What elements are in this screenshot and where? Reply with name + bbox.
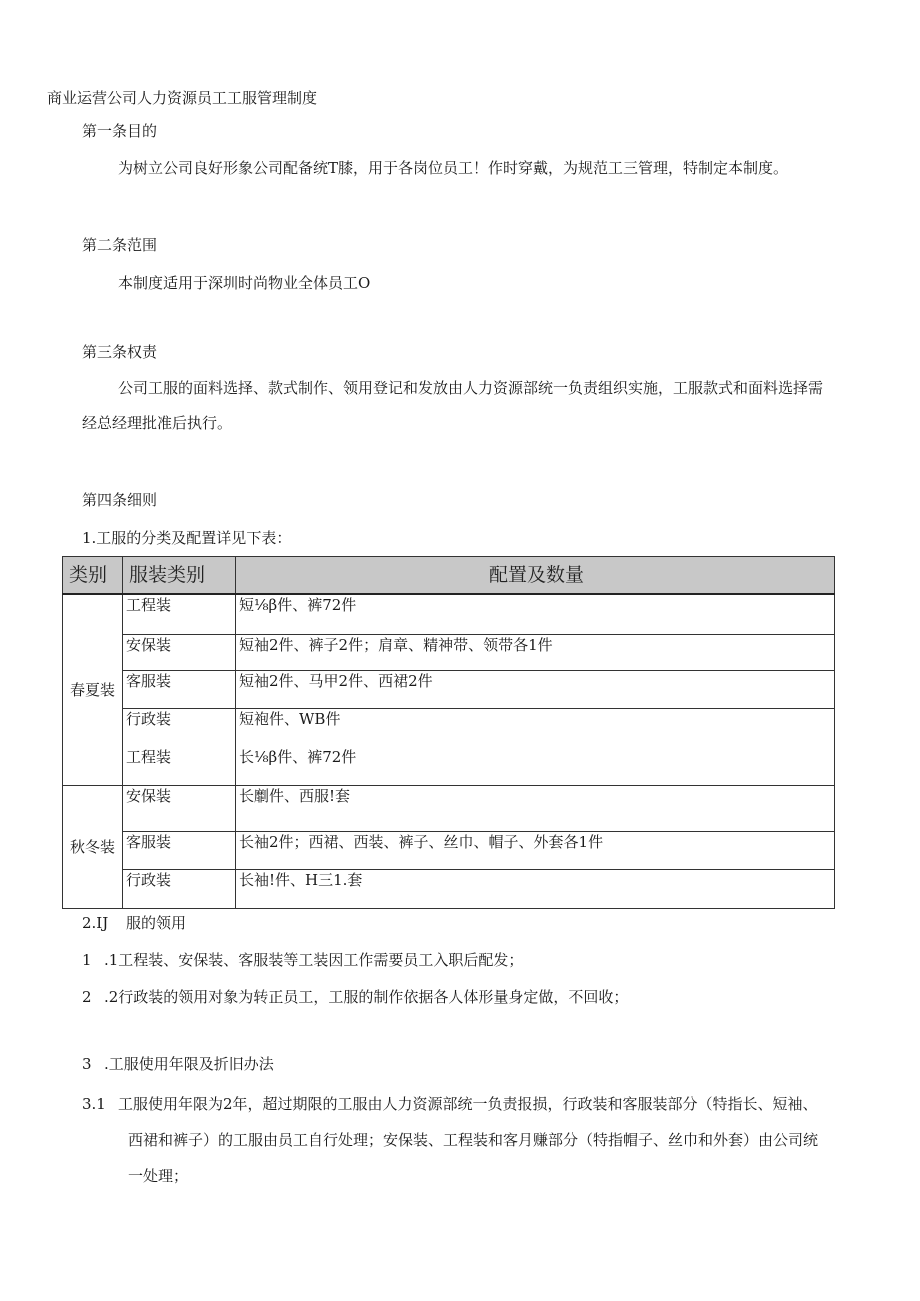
item-2-2-text: .2行政装的领用对象为转正员工，工服的制作依据各人体形量身定做，不回收； bbox=[104, 988, 629, 1006]
table-row bbox=[63, 594, 835, 634]
cell-config: 短袍件、WB件 bbox=[239, 709, 341, 728]
cell-type: 行政装 bbox=[126, 709, 172, 728]
article-2-heading: 第二条范围 bbox=[82, 236, 158, 254]
article-1-heading: 第一条目的 bbox=[82, 122, 158, 140]
cell-type: 安保装 bbox=[123, 785, 236, 831]
season-spring-summer: 春夏装 bbox=[63, 594, 123, 785]
item-3-1-line2: 西裙和裤子）的工服由员工自行处理；安保装、工程装和客月赚部分（特指帽子、丝巾和外套）由公司统 bbox=[128, 1131, 819, 1149]
cell-config: 短袖2件、裤子2件；肩章、精神带、领带各1件 bbox=[236, 634, 835, 670]
cell-type: 安保装 bbox=[123, 634, 236, 670]
article-3-heading: 第三条权责 bbox=[82, 343, 158, 361]
item-2-text: 服的领用 bbox=[126, 914, 187, 932]
item-3-number: 3 bbox=[82, 1055, 92, 1073]
cell-config: 长袖2件；西裙、西装、裤子、丝巾、帽子、外套各1件 bbox=[236, 831, 835, 869]
article-2-body: 本制度适用于深圳时尚物业全体员工O bbox=[118, 274, 371, 292]
header-config-quantity: 配置及数量 bbox=[236, 557, 835, 595]
header-category: 类别 bbox=[63, 557, 123, 595]
cell-config: 长劘件、西服!套 bbox=[236, 785, 835, 831]
item-2-number: 2.IJ bbox=[82, 914, 109, 932]
table-header-row bbox=[63, 557, 835, 595]
table-row bbox=[63, 785, 835, 831]
cell-config: 长⅛β件、裤72件 bbox=[239, 747, 357, 766]
cell-type-merged bbox=[123, 708, 236, 785]
article-4-heading: 第四条细则 bbox=[82, 491, 158, 509]
cell-config: 长袖!件、H三1.套 bbox=[236, 869, 835, 908]
cell-config: 短⅛β件、裤72件 bbox=[236, 594, 835, 634]
cell-type: 工程装 bbox=[123, 594, 236, 634]
table-row bbox=[63, 831, 835, 869]
article-3-body-line2: 经总经理批准后执行。 bbox=[82, 414, 233, 432]
table-row bbox=[63, 869, 835, 908]
uniform-allocation-table bbox=[62, 556, 835, 909]
article-3-body-line1: 公司工服的面料选择、款式制作、领用登记和发放由人力资源部统一负责组织实施，工服款式和面料选择需 bbox=[118, 379, 824, 397]
item-3-1-line3: 一处理； bbox=[128, 1167, 189, 1185]
cell-type: 客服装 bbox=[123, 831, 236, 869]
cell-config: 短袖2件、马甲2件、西裙2件 bbox=[236, 670, 835, 708]
item-3-1-number: 3.1 bbox=[82, 1095, 106, 1113]
table-row bbox=[63, 634, 835, 670]
item-3-1-line1: 工服使用年限为2年，超过期限的工服由人力资源部统一负责报损，行政装和客服装部分（特指长、短袖、 bbox=[118, 1095, 818, 1113]
season-autumn-winter: 秋冬装 bbox=[63, 785, 123, 908]
article-1-body: 为树立公司良好形象公司配备统T膝，用于各岗位员工！作时穿戴，为规范工三管理，特制定本制度。 bbox=[118, 159, 789, 177]
item-2-1-number: 1 bbox=[82, 951, 92, 969]
item-2-2-number: 2 bbox=[82, 988, 92, 1006]
item-2-1-text: .1工程装、安保装、客服装等工装因工作需要员工入职后配发； bbox=[104, 951, 524, 969]
table-row bbox=[63, 708, 835, 785]
header-clothing-type: 服装类别 bbox=[123, 557, 236, 595]
cell-config-merged bbox=[236, 708, 835, 785]
cell-type: 客服装 bbox=[123, 670, 236, 708]
table-row bbox=[63, 670, 835, 708]
item-1: 1.工服的分类及配置详见下表： bbox=[82, 529, 292, 547]
document-title: 商业运营公司人力资源员工工服管理制度 bbox=[47, 89, 318, 107]
cell-type: 工程装 bbox=[126, 747, 172, 766]
cell-type: 行政装 bbox=[123, 869, 236, 908]
item-3-text: .工服使用年限及折旧办法 bbox=[104, 1055, 274, 1073]
